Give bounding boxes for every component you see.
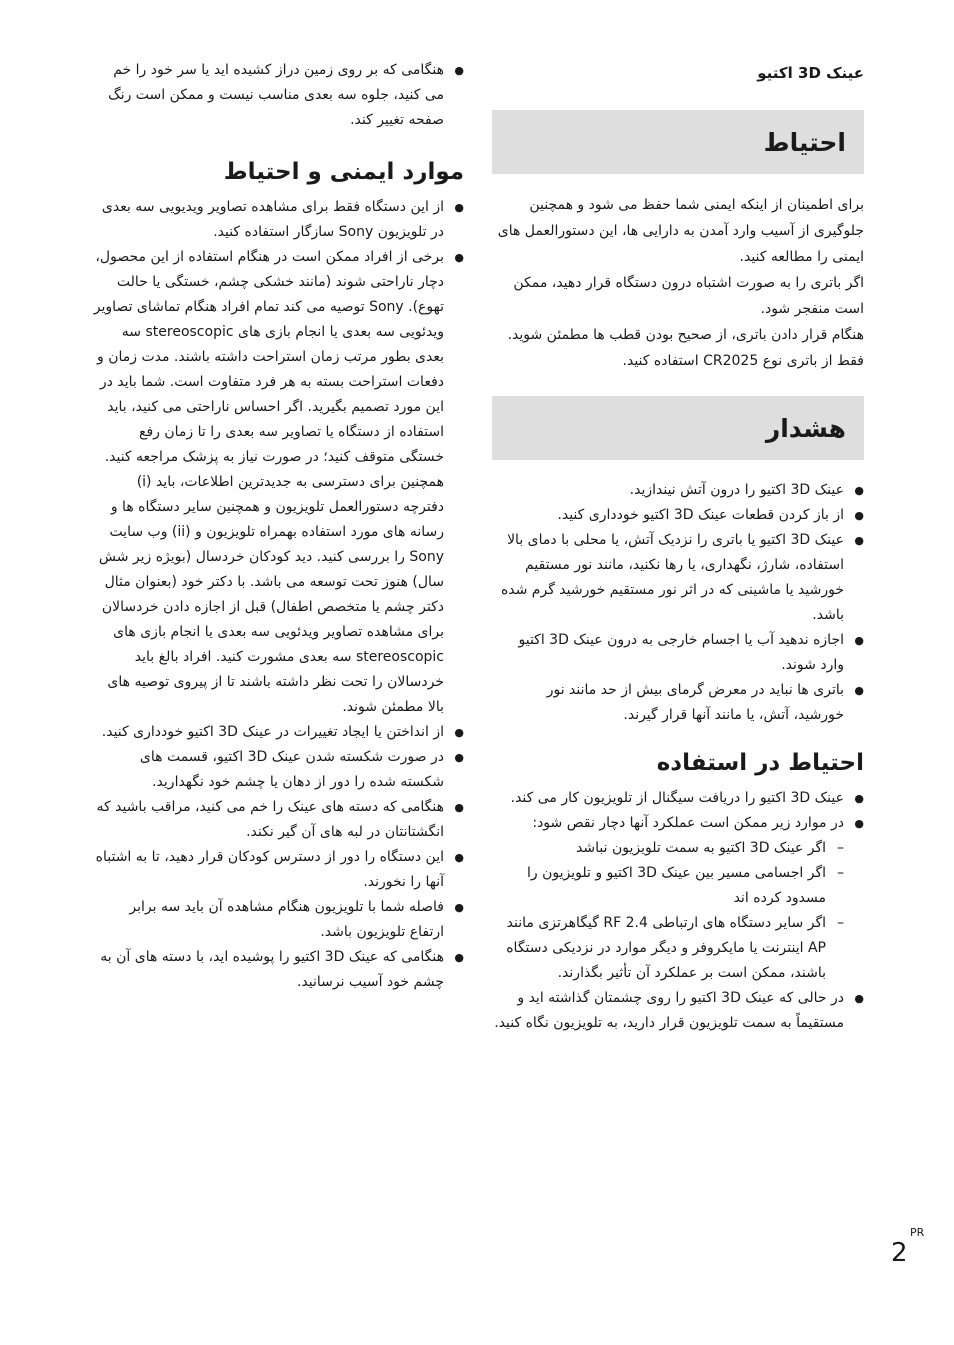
page-language-tag: PR bbox=[910, 1226, 925, 1239]
list-item: ● برخی از افراد ممکن است در هنگام استفاده از این محصول، دچار ناراحتی شوند (مانند خشکی چشم، خستگی یا حالت تهوع). Sony توصیه می کند تمام افراد هنگام تماشای تصاویر ویدئویی سه بعدی یا انجام بازی های stereoscopic سه بعدی بطور مرتب زمان استراحت داشته باشند. مدت زمان و دفعات استراحت بسته به هر فرد متفاوت است. شما باید در این مورد تصمیم بگیرید. اگر احساس ناراحتی می کنید، باید استفاده از دستگاه یا تصاویر سه بعدی را تا زمان رفع خستگی متوقف کنید؛ در صورت نیاز به پزشک مراجعه کنید. همچنین برای دسترسی به جدیدترین اطلاعات، باید (i) دفترچه دستورالعمل تلویزیون و همچنین سایر دستگاه ها و رسانه های مورد استفاده بهمراه تلویزیون و (ii) وب سایت Sony را بررسی کنید. دید کودکان خردسال (بویژه زیر شش سال) هنوز تحت توسعه می باشد. با دکتر خود (بعنوان مثال دکتر چشم یا متخصص اطفال) قبل از اجازه دادن خردسالان برای مشاهده تصاویر ویدئویی سه بعدی یا انجام بازی های stereoscopic سه بعدی مشورت کنید. افراد بالغ باید خردسالان را تحت نظر داشته باشند تا از پیروی توصیه های بالا مطمئن شوند. bbox=[92, 245, 464, 720]
safety-heading: موارد ایمنی و احتیاط bbox=[223, 159, 464, 185]
safety-list bbox=[92, 195, 464, 995]
list-item: ● از انداختن یا ایجاد تغییرات در عینک 3D اکتیو خودداری کنید. bbox=[92, 720, 464, 745]
usage-heading: احتیاط در استفاده bbox=[656, 750, 864, 776]
list-item: ● هنگامی که دسته های عینک را خم می کنید، مراقب باشید که انگشتانتان در لبه های آن گیر نکند. bbox=[92, 795, 464, 845]
usage-sublist bbox=[492, 836, 864, 986]
list-item: ● این دستگاه را دور از دسترس کودکان قرار دهید، تا به اشتباه آنها را نخورند. bbox=[92, 845, 464, 895]
precaution-para-2: اگر باتری را به صورت اشتباه درون دستگاه قرار دهید، ممکن است منفجر شود. bbox=[513, 275, 864, 317]
list-item: ● هنگامی که بر روی زمین دراز کشیده اید یا سر خود را خم می کنید، جلوه سه بعدی مناسب نیست و ممکن است رنگ صفحه تغییر کند. bbox=[92, 58, 464, 133]
continued-list bbox=[92, 58, 464, 133]
left-column bbox=[92, 58, 464, 995]
warning-list bbox=[492, 478, 864, 728]
sub-list-item: – اگر اجسامی مسیر بین عینک 3D اکتیو و تلویزیون را مسدود کرده اند bbox=[492, 861, 864, 911]
list-item: ● در حالی که عینک 3D اکتیو را روی چشمتان گذاشته اید و مستقیماً به سمت تلویزیون قرار دارید، به تلویزیون نگاه کنید. bbox=[492, 986, 864, 1036]
list-item: ● عینک 3D اکتیو را دریافت سیگنال از تلویزیون کار می کند. bbox=[492, 786, 864, 811]
list-item: ● اجازه ندهید آب یا اجسام خارجی به درون عینک 3D اکتیو وارد شوند. bbox=[492, 628, 864, 678]
precaution-para-1: برای اطمینان از اینکه ایمنی شما حفظ می شود و همچنین جلوگیری از آسیب وارد آمدن به دارایی ها، این دستورالعمل های ایمنی را مطالعه کنید. bbox=[497, 197, 864, 265]
usage-list bbox=[492, 786, 864, 836]
sub-list-item: – اگر عینک 3D اکتیو به سمت تلویزیون نباشد bbox=[492, 836, 864, 861]
usage-list-cont bbox=[492, 986, 864, 1036]
precaution-para-4: فقط از باتری نوع CR2025 استفاده کنید. bbox=[622, 353, 864, 369]
page-number: 2 bbox=[891, 1238, 908, 1268]
list-item-text: در موارد زیر ممکن است عملکرد آنها دچار نقص شود: bbox=[532, 815, 844, 831]
right-column bbox=[492, 58, 864, 1036]
precaution-para-3: هنگام قرار دادن باتری، از صحیح بودن قطب ها مطمئن شوید. bbox=[507, 327, 864, 343]
list-item: ● فاصله شما با تلویزیون هنگام مشاهده آن باید سه برابر ارتفاع تلویزیون باشد. bbox=[92, 895, 464, 945]
sub-list-item: – اگر سایر دستگاه های ارتباطی RF 2.4 گیگاهرتزی مانند AP اینترنت یا مایکروفر و دیگر موارد در نزدیکی دستگاه باشند، ممکن است بر عملکرد آن تأثیر بگذارند. bbox=[492, 911, 864, 986]
warning-heading: هشدار bbox=[492, 396, 864, 460]
list-item: ● عینک 3D اکتیو یا باتری را نزدیک آتش، یا محلی با دمای بالا استفاده، شارژ، نگهداری، یا رها نکنید، مانند نور مستقیم خورشید یا ماشینی که در اثر نور مستقیم خورشید گرم شده باشد. bbox=[492, 528, 864, 628]
precaution-heading: احتیاط bbox=[492, 110, 864, 174]
list-item: ● باتری ها نباید در معرض گرمای بیش از حد مانند نور خورشید، آتش، یا مانند آنها قرار گیرند. bbox=[492, 678, 864, 728]
list-item: ● در صورت شکسته شدن عینک 3D اکتیو، قسمت های شکسته شده را دور از دهان یا چشم خود نگهدارید. bbox=[92, 745, 464, 795]
list-item: ● از باز کردن قطعات عینک 3D اکتیو خودداری کنید. bbox=[492, 503, 864, 528]
list-item: ● هنگامی که عینک 3D اکتیو را پوشیده اید، با دسته های آن به چشم خود آسیب نرسانید. bbox=[92, 945, 464, 995]
list-item: ● از این دستگاه فقط برای مشاهده تصاویر ویدیویی سه بعدی در تلویزیون Sony سازگار استفاده کنید. bbox=[92, 195, 464, 245]
list-item: ● عینک 3D اکتیو را درون آتش نیندازید. bbox=[492, 478, 864, 503]
list-item bbox=[492, 811, 864, 836]
running-title: عینک 3D اکتیو bbox=[757, 64, 864, 82]
